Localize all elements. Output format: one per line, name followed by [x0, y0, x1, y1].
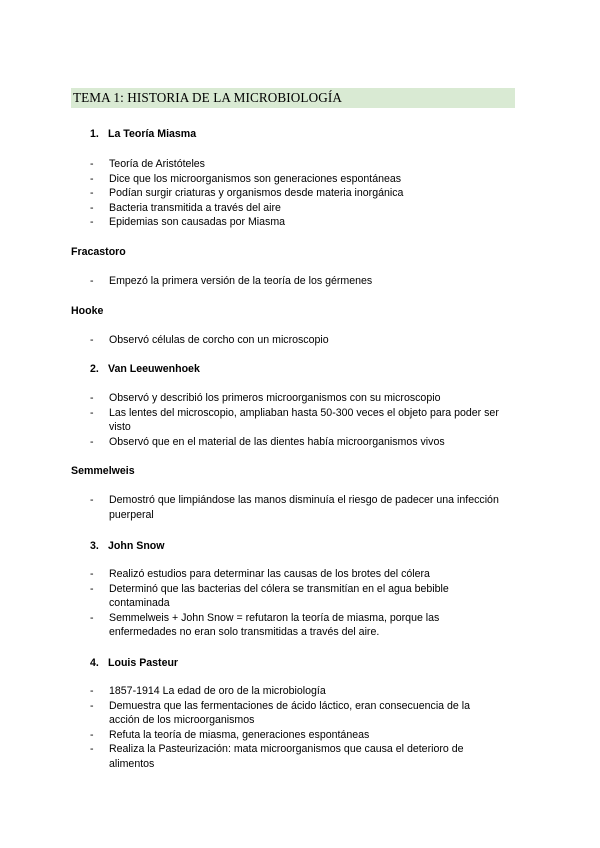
- list-item: - Podían surgir criaturas y organismos desde materia inorgánica: [90, 187, 404, 200]
- section-number: 2.: [90, 363, 99, 375]
- list-item: - Dice que los microorganismos son generaciones espontáneas: [90, 172, 402, 185]
- section-heading: [90, 656, 178, 671]
- list-item: - Observó y describió los primeros microorganismos con su microscopio: [90, 392, 441, 404]
- section-heading: [90, 127, 196, 142]
- list-item: - Determinó que las bacterias del cólera se transmitían en el agua bebible contaminada: [90, 582, 449, 610]
- list-item: - Realizó estudios para determinar las causas de los brotes del cólera: [90, 568, 430, 580]
- section-heading: Semmelweis: [71, 465, 135, 477]
- bullet-list: [0, 493, 600, 522]
- section-title: La Teoría Miasma: [108, 128, 197, 140]
- list-item: - Bacteria transmitida a través del aire: [90, 201, 281, 214]
- bullet-list: [0, 333, 600, 348]
- section-title: John Snow: [108, 540, 165, 552]
- bullet-list: [0, 684, 600, 772]
- list-item: - Empezó la primera versión de la teoría de los gérmenes: [90, 275, 373, 287]
- list-item: - Demostró que limpiándose las manos disminuía el riesgo de padecer una infección puerperal: [90, 494, 499, 521]
- section-number: 4.: [90, 657, 99, 669]
- section-heading: [90, 362, 200, 377]
- section-title: Van Leeuwenhoek: [108, 363, 200, 375]
- list-item: - Las lentes del microscopio, ampliaban hasta 50-300 veces el objeto para poder ser visto: [90, 406, 499, 434]
- section-number: 1.: [90, 128, 99, 140]
- bullet-list: [0, 567, 600, 640]
- section-heading: [90, 539, 165, 554]
- bullet-list: [0, 274, 600, 289]
- bullet-list: [0, 157, 600, 230]
- section-heading: Fracastoro: [71, 246, 126, 258]
- list-item: - Demuestra que las fermentaciones de ácido láctico, eran consecuencia de la acción de los microorganismos: [90, 699, 470, 727]
- section-title: Louis Pasteur: [108, 657, 179, 669]
- list-item: - Refuta la teoría de miasma, generaciones espontáneas: [90, 728, 370, 741]
- list-item: - Observó que en el material de las dientes había microorganismos vivos: [90, 435, 445, 448]
- page-title: TEMA 1: HISTORIA DE LA MICROBIOLOGÍA: [73, 90, 342, 105]
- list-item: - Teoría de Aristóteles: [90, 158, 205, 170]
- list-item: - 1857-1914 La edad de oro de la microbiología: [90, 685, 326, 697]
- list-item: - Realiza la Pasteurización: mata microorganismos que causa el deterioro de alimentos: [90, 743, 464, 770]
- bullet-list: [0, 391, 600, 449]
- list-item: - Epidemias son causadas por Miasma: [90, 216, 286, 229]
- list-item: - Observó células de corcho con un microscopio: [90, 334, 329, 346]
- section-number: 3.: [90, 540, 99, 552]
- list-item: - Semmelweis + John Snow = refutaron la teoría de miasma, porque las enfermedades no eran solo transmitidas a través del aire.: [90, 611, 440, 639]
- section-heading: Hooke: [71, 305, 104, 317]
